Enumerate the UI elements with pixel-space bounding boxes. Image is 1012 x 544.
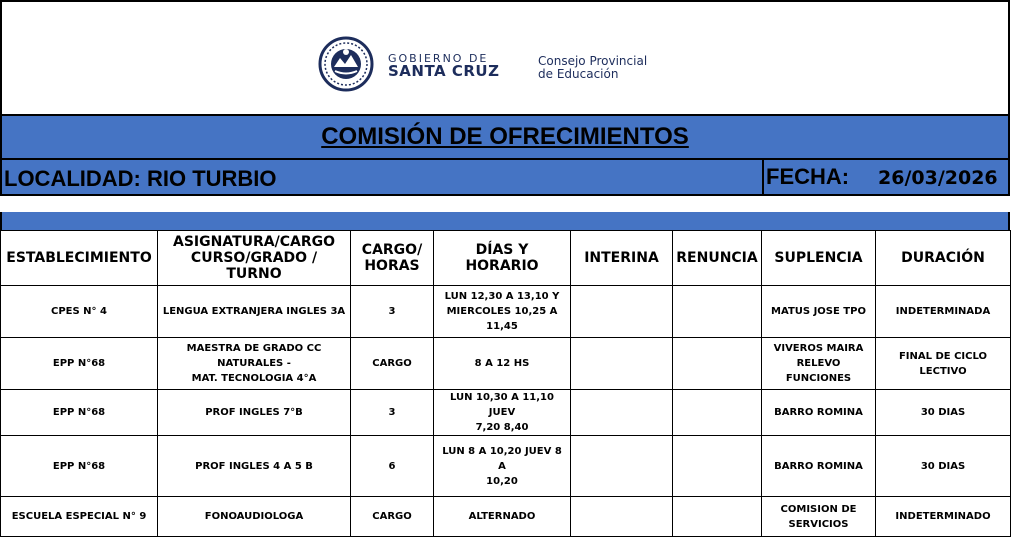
- table-row: [1, 497, 1011, 537]
- cell-renuncia: [673, 436, 762, 497]
- council-line-1: Consejo Provincial: [538, 54, 648, 68]
- council-line-2: de Educación: [538, 67, 619, 81]
- col-header-dias: DÍAS Y HORARIO: [434, 231, 571, 286]
- cell-duracion: 30 DIAS: [876, 390, 1011, 436]
- santa-cruz-seal-icon: [318, 36, 374, 92]
- cell-cargo: CARGO: [351, 497, 434, 537]
- col-header-suplencia: SUPLENCIA: [762, 231, 876, 286]
- cell-interina: [571, 497, 673, 537]
- cell-dias: LUN 12,30 A 13,10 Y MIERCOLES 10,25 A 11,45: [434, 286, 571, 338]
- col-header-asignatura: ASIGNATURA/CARGO CURSO/GRADO / TURNO: [158, 231, 351, 286]
- cell-interina: [571, 390, 673, 436]
- cell-establecimiento: EPP N°68: [1, 338, 158, 390]
- government-line-2: SANTA CRUZ: [388, 62, 500, 80]
- cell-cargo: CARGO: [351, 338, 434, 390]
- page-title: COMISIÓN DE OFRECIMIENTOS: [321, 123, 689, 150]
- locality-band: [0, 158, 1010, 196]
- cell-asignatura: PROF INGLES 7°B: [158, 390, 351, 436]
- table-row: [1, 390, 1011, 436]
- col-header-cargo: CARGO/ HORAS: [351, 231, 434, 286]
- cell-dias: 8 A 12 HS: [434, 338, 571, 390]
- table-header-row: [1, 231, 1011, 286]
- cell-establecimiento: EPP N°68: [1, 436, 158, 497]
- cell-interina: [571, 286, 673, 338]
- date-cell: [762, 158, 1012, 196]
- cell-duracion: INDETERMINADO: [876, 497, 1011, 537]
- cell-establecimiento: ESCUELA ESPECIAL N° 9: [1, 497, 158, 537]
- government-line-1: GOBIERNO DE: [388, 52, 489, 65]
- cell-establecimiento: CPES N° 4: [1, 286, 158, 338]
- table-row: [1, 286, 1011, 338]
- cell-duracion: FINAL DE CICLO LECTIVO: [876, 338, 1011, 390]
- col-header-establecimiento: ESTABLECIMIENTO: [1, 231, 158, 286]
- cell-suplencia: BARRO ROMINA: [762, 390, 876, 436]
- cell-renuncia: [673, 390, 762, 436]
- cell-cargo: 3: [351, 286, 434, 338]
- cell-dias: LUN 8 A 10,20 JUEV 8 A 10,20: [434, 436, 571, 497]
- cell-asignatura: LENGUA EXTRANJERA INGLES 3A: [158, 286, 351, 338]
- cell-dias: ALTERNADO: [434, 497, 571, 537]
- government-logo: [318, 36, 678, 96]
- col-header-renuncia: RENUNCIA: [673, 231, 762, 286]
- separator-band: [0, 212, 1010, 230]
- cell-establecimiento: EPP N°68: [1, 390, 158, 436]
- date-value: 26/03/2026: [878, 167, 998, 189]
- title-band: [0, 116, 1010, 158]
- cell-cargo: 3: [351, 390, 434, 436]
- cell-dias: LUN 10,30 A 11,10 JUEV 7,20 8,40: [434, 390, 571, 436]
- cell-suplencia: COMISION DE SERVICIOS: [762, 497, 876, 537]
- locality-label: LOCALIDAD: RIO TURBIO: [4, 166, 277, 191]
- cell-suplencia: MATUS JOSE TPO: [762, 286, 876, 338]
- cell-asignatura: MAESTRA DE GRADO CC NATURALES - MAT. TECNOLOGIA 4°A: [158, 338, 351, 390]
- table-row: [1, 338, 1011, 390]
- cell-suplencia: VIVEROS MAIRA RELEVO FUNCIONES: [762, 338, 876, 390]
- header-box: [0, 0, 1010, 116]
- cell-renuncia: [673, 338, 762, 390]
- table-row: [1, 436, 1011, 497]
- col-header-interina: INTERINA: [571, 231, 673, 286]
- cell-asignatura: FONOAUDIOLOGA: [158, 497, 351, 537]
- offers-table: [0, 230, 1011, 537]
- cell-suplencia: BARRO ROMINA: [762, 436, 876, 497]
- cell-cargo: 6: [351, 436, 434, 497]
- cell-duracion: 30 DIAS: [876, 436, 1011, 497]
- date-label: FECHA:: [766, 164, 850, 189]
- cell-interina: [571, 436, 673, 497]
- cell-renuncia: [673, 497, 762, 537]
- col-header-duracion: DURACIÓN: [876, 231, 1011, 286]
- cell-renuncia: [673, 286, 762, 338]
- cell-asignatura: PROF INGLES 4 A 5 B: [158, 436, 351, 497]
- cell-interina: [571, 338, 673, 390]
- cell-duracion: INDETERMINADA: [876, 286, 1011, 338]
